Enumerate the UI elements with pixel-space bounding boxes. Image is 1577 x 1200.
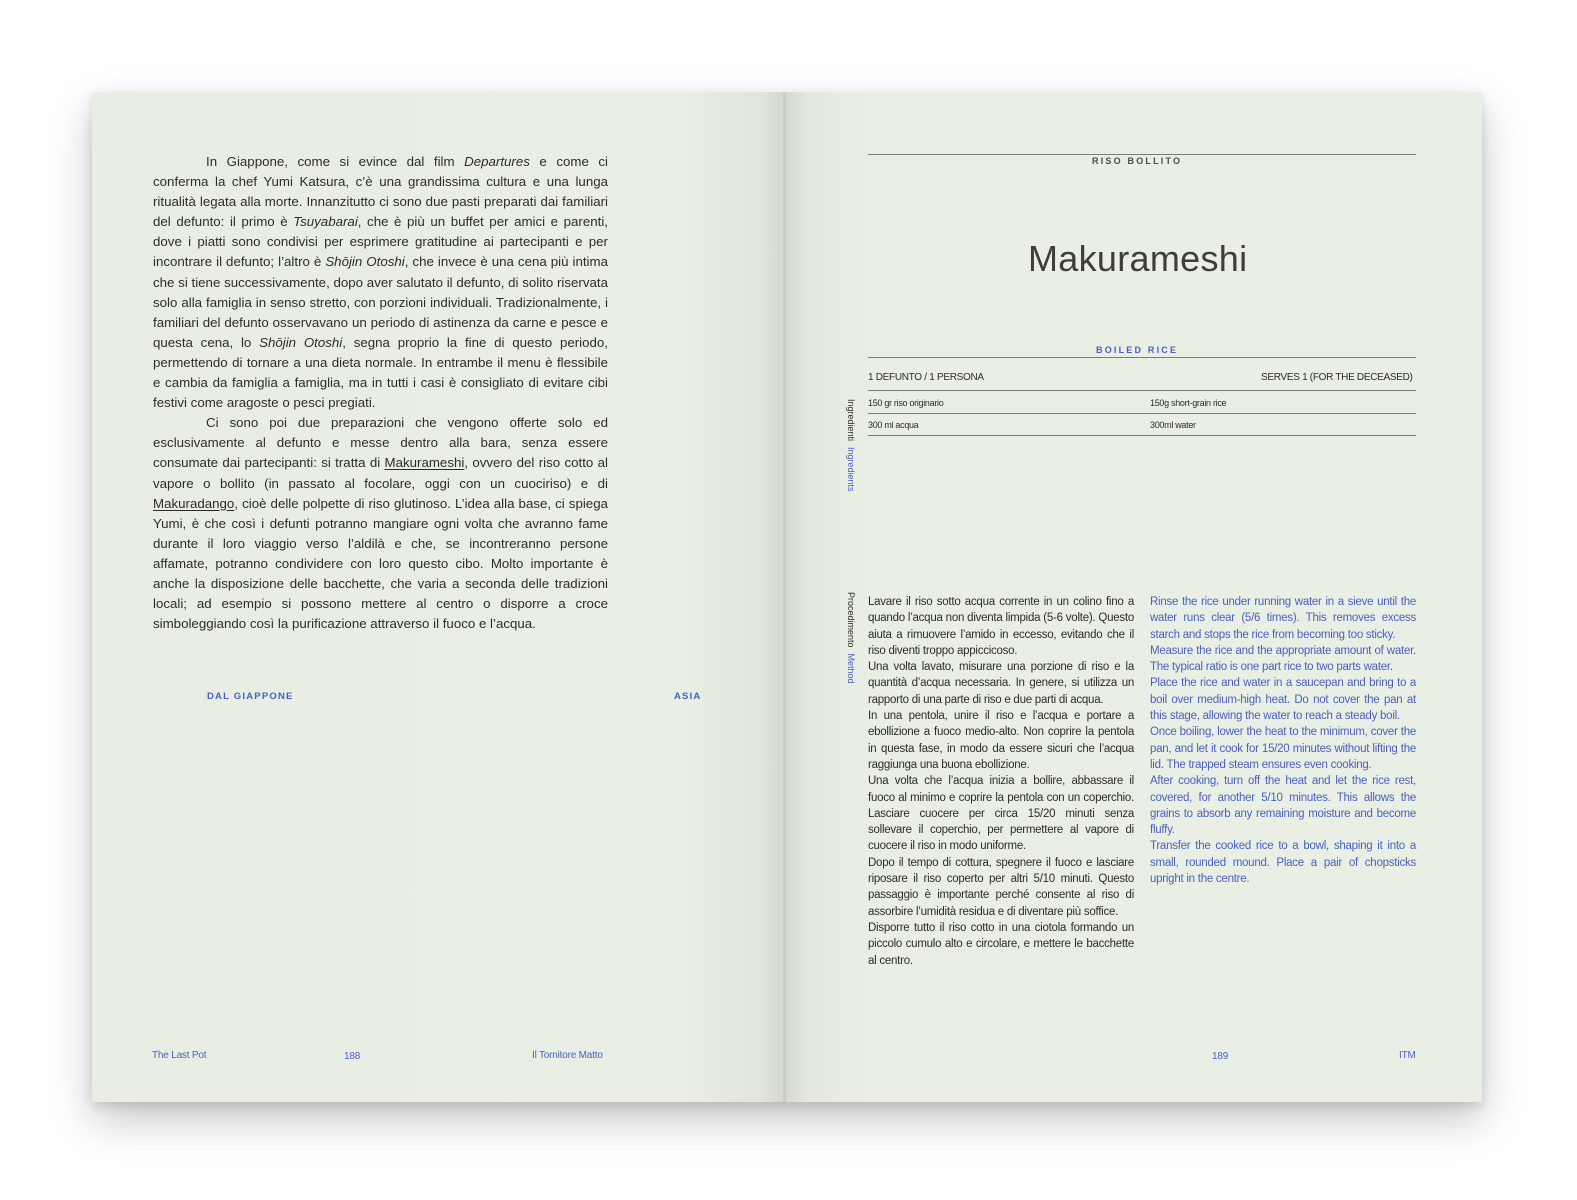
paragraph-1-run: e come ci conferma la chef Yumi Katsura, c’è una grandissima cultura e una lunga ritualità legata alla morte. Innanzitutto ci sono due pasti preparati dai familiari del defunto: il primo è — [153, 154, 608, 230]
serves-rule — [868, 390, 1416, 391]
recipe-kicker: RISO BOLLITO — [1092, 156, 1183, 166]
ingredient-rule — [868, 435, 1416, 436]
underlined-term: Makuradango — [153, 495, 235, 511]
method-label — [846, 592, 856, 684]
method-step-en: Place the rice and water in a saucepan and bring to a boil over medium-high heat. Do not cover the pan at this stage, allowing the water to reach a steady boil. — [1150, 677, 1416, 723]
italic-term: Departures — [464, 154, 530, 169]
footer-publisher-short: ITM — [1399, 1050, 1416, 1061]
method-step-en: Rinse the rice under running water in a sieve until the water runs clear (5/6 times). This removes excess starch and stops the rice from becoming too sticky. — [1150, 596, 1416, 641]
ingredients-label-en: Ingredients — [846, 447, 856, 492]
paragraph-1-run: , che è più un buffet per amici e parenti, dove i piatti sono condivisi per esprimere gratitudine ai partecipanti e per incontrare il defunto; l’altro è — [153, 214, 608, 270]
continent-tag: ASIA — [674, 691, 702, 702]
method-step-it: In una pentola, unire il riso e l’acqua e portare a ebollizione a fuoco medio-alto. Non coprire la pentola in questa fase, in modo da essere sicuri che l’acqua raggiunga una buona ebollizione. — [868, 710, 1134, 771]
ingredient-1-en: 150g short-grain rice — [1150, 398, 1227, 408]
method-steps-english — [1150, 594, 1416, 887]
left-page — [92, 92, 784, 1102]
method-step-en: Transfer the cooked rice to a bowl, shaping it into a small, rounded mound. Place a pair of chopsticks upright in the centre. — [1150, 840, 1416, 886]
ingredients-label — [846, 399, 856, 492]
method-label-en: Method — [846, 653, 856, 684]
paragraph-1-run: , che invece è una cena più intima che si tiene successivamente, dopo aver salutato il defunto, di solito riservata solo alla famiglia in senso stretto, con porzioni individuali. Tradizionalmente, i familiari del defunto osservavano un periodo di astinenza da carne e pesce e questa cena, lo — [153, 254, 608, 350]
method-step-en: Measure the rice and the appropriate amount of water. The typical ratio is one part rice to two parts water. — [1150, 644, 1416, 674]
italic-term: Shōjin Otoshi — [325, 254, 405, 270]
italic-term: Tsuyabarai — [293, 214, 358, 230]
recipe-title: Makurameshi — [1028, 238, 1248, 279]
method-label-it: Procedimento — [846, 592, 856, 648]
method-steps-italian — [868, 594, 1134, 969]
page-number-right: 189 — [1212, 1051, 1229, 1062]
paragraph-2-run: , cioè delle polpette di riso glutinoso. L’idea alla base, ci spiega Yumi, è che così i defunti potranno mangiare ogni volta che avranno fame durante il loro viaggio verso l’aldilà e che, se incontreranno persone affamate, potranno condividere con loro questo cibo. Molto importante è anche la disposizione delle bacchette, che varia a seconda delle tradizioni locali; ad esempio si possono mettere al centro o disporre a croce simboleggiando così la purificazione attraverso il fuoco e l’acqua. — [153, 495, 608, 632]
serves-english: SERVES 1 (FOR THE DECEASED) — [1261, 372, 1413, 383]
method-step-it: Dopo il tempo di cottura, spegnere il fuoco e lasciare riposare il riso coperto per altri 5/10 minuti. Questo passaggio è importante perché consente al riso di assorbire l’umidità residua e di diventare più soffice. — [868, 856, 1134, 918]
essay-paragraph-2 — [153, 413, 608, 634]
italic-term: Shōjin Otoshi — [259, 334, 343, 350]
top-rule — [868, 154, 1416, 155]
paragraph-2-run: , ovvero del riso cotto al vapore o bollito (in passato al focolare, oggi con un cuociriso) e di — [153, 455, 608, 491]
book-spread — [92, 92, 1482, 1102]
underlined-term: Makurameshi — [384, 455, 465, 471]
method-step-en: Once boiling, lower the heat to the minimum, cover the pan, and let it cook for 15/20 minutes without lifting the lid. The trapped steam ensures even cooking. — [1150, 726, 1416, 771]
recipe-subtitle: BOILED RICE — [1096, 345, 1179, 355]
ingredient-2-en: 300ml water — [1150, 420, 1196, 430]
paragraph-2-run: Ci sono poi due preparazioni che vengono offerte solo ed esclusivamente al defunto e messe dentro alla bara, senza essere consumate dai partecipanti: si tratta di — [153, 415, 608, 471]
method-step-it: Disporre tutto il riso cotto in una ciotola formando un piccolo cumulo alto e circolare, e mettere le bacchette al centro. — [868, 921, 1134, 967]
method-step-en: After cooking, turn off the heat and let the rice rest, covered, for another 5/10 minutes. This allows the grains to absorb any remaining moisture and become fluffy. — [1150, 775, 1416, 837]
subtitle-rule — [868, 357, 1416, 358]
ingredient-2-it: 300 ml acqua — [868, 420, 919, 430]
method-step-it: Lavare il riso sotto acqua corrente in un colino fino a quando l’acqua non diventa limpida (5-6 volte). Questo aiuta a rimuovere l’amido in eccesso, evitando che il riso diventi troppo appiccicoso. — [868, 596, 1134, 657]
paragraph-1-run: In Giappone, come si evince dal film — [206, 154, 465, 169]
footer-publisher: Il Tornitore Matto — [532, 1050, 603, 1061]
method-step-it: Una volta che l’acqua inizia a bollire, abbassare il fuoco al minimo e coprire la pentola con un coperchio. Lasciare cuocere per circa 15/20 minuti senza sollevare il coperchio, per permettere al vapore di cuocere il riso in modo uniforme. — [868, 775, 1134, 853]
ingredients-label-it: Ingredienti — [846, 399, 856, 442]
footer-book-title: The Last Pot — [152, 1050, 207, 1061]
region-tag: DAL GIAPPONE — [207, 691, 294, 702]
ingredient-rule — [868, 413, 1416, 414]
method-step-it: Una volta lavato, misurare una porzione di riso e la quantità d’acqua necessaria. In genere, si utilizza un rapporto di una parte di riso e due parti di acqua. — [868, 661, 1134, 706]
page-number-left: 188 — [344, 1051, 361, 1062]
serves-italian: 1 DEFUNTO / 1 PERSONA — [868, 372, 984, 383]
essay-paragraph-1 — [153, 152, 608, 413]
paragraph-1-run: , segna proprio la fine di questo periodo, permettendo di tornare a una dieta normale. In entrambe il menu è flessibile e cambia da famiglia a famiglia, ma in tutti i casi è consigliato di evitare cibi festivi come aragoste o pesci pregiati. — [153, 334, 608, 411]
ingredient-1-it: 150 gr riso originario — [868, 398, 944, 408]
essay-text — [153, 152, 608, 634]
